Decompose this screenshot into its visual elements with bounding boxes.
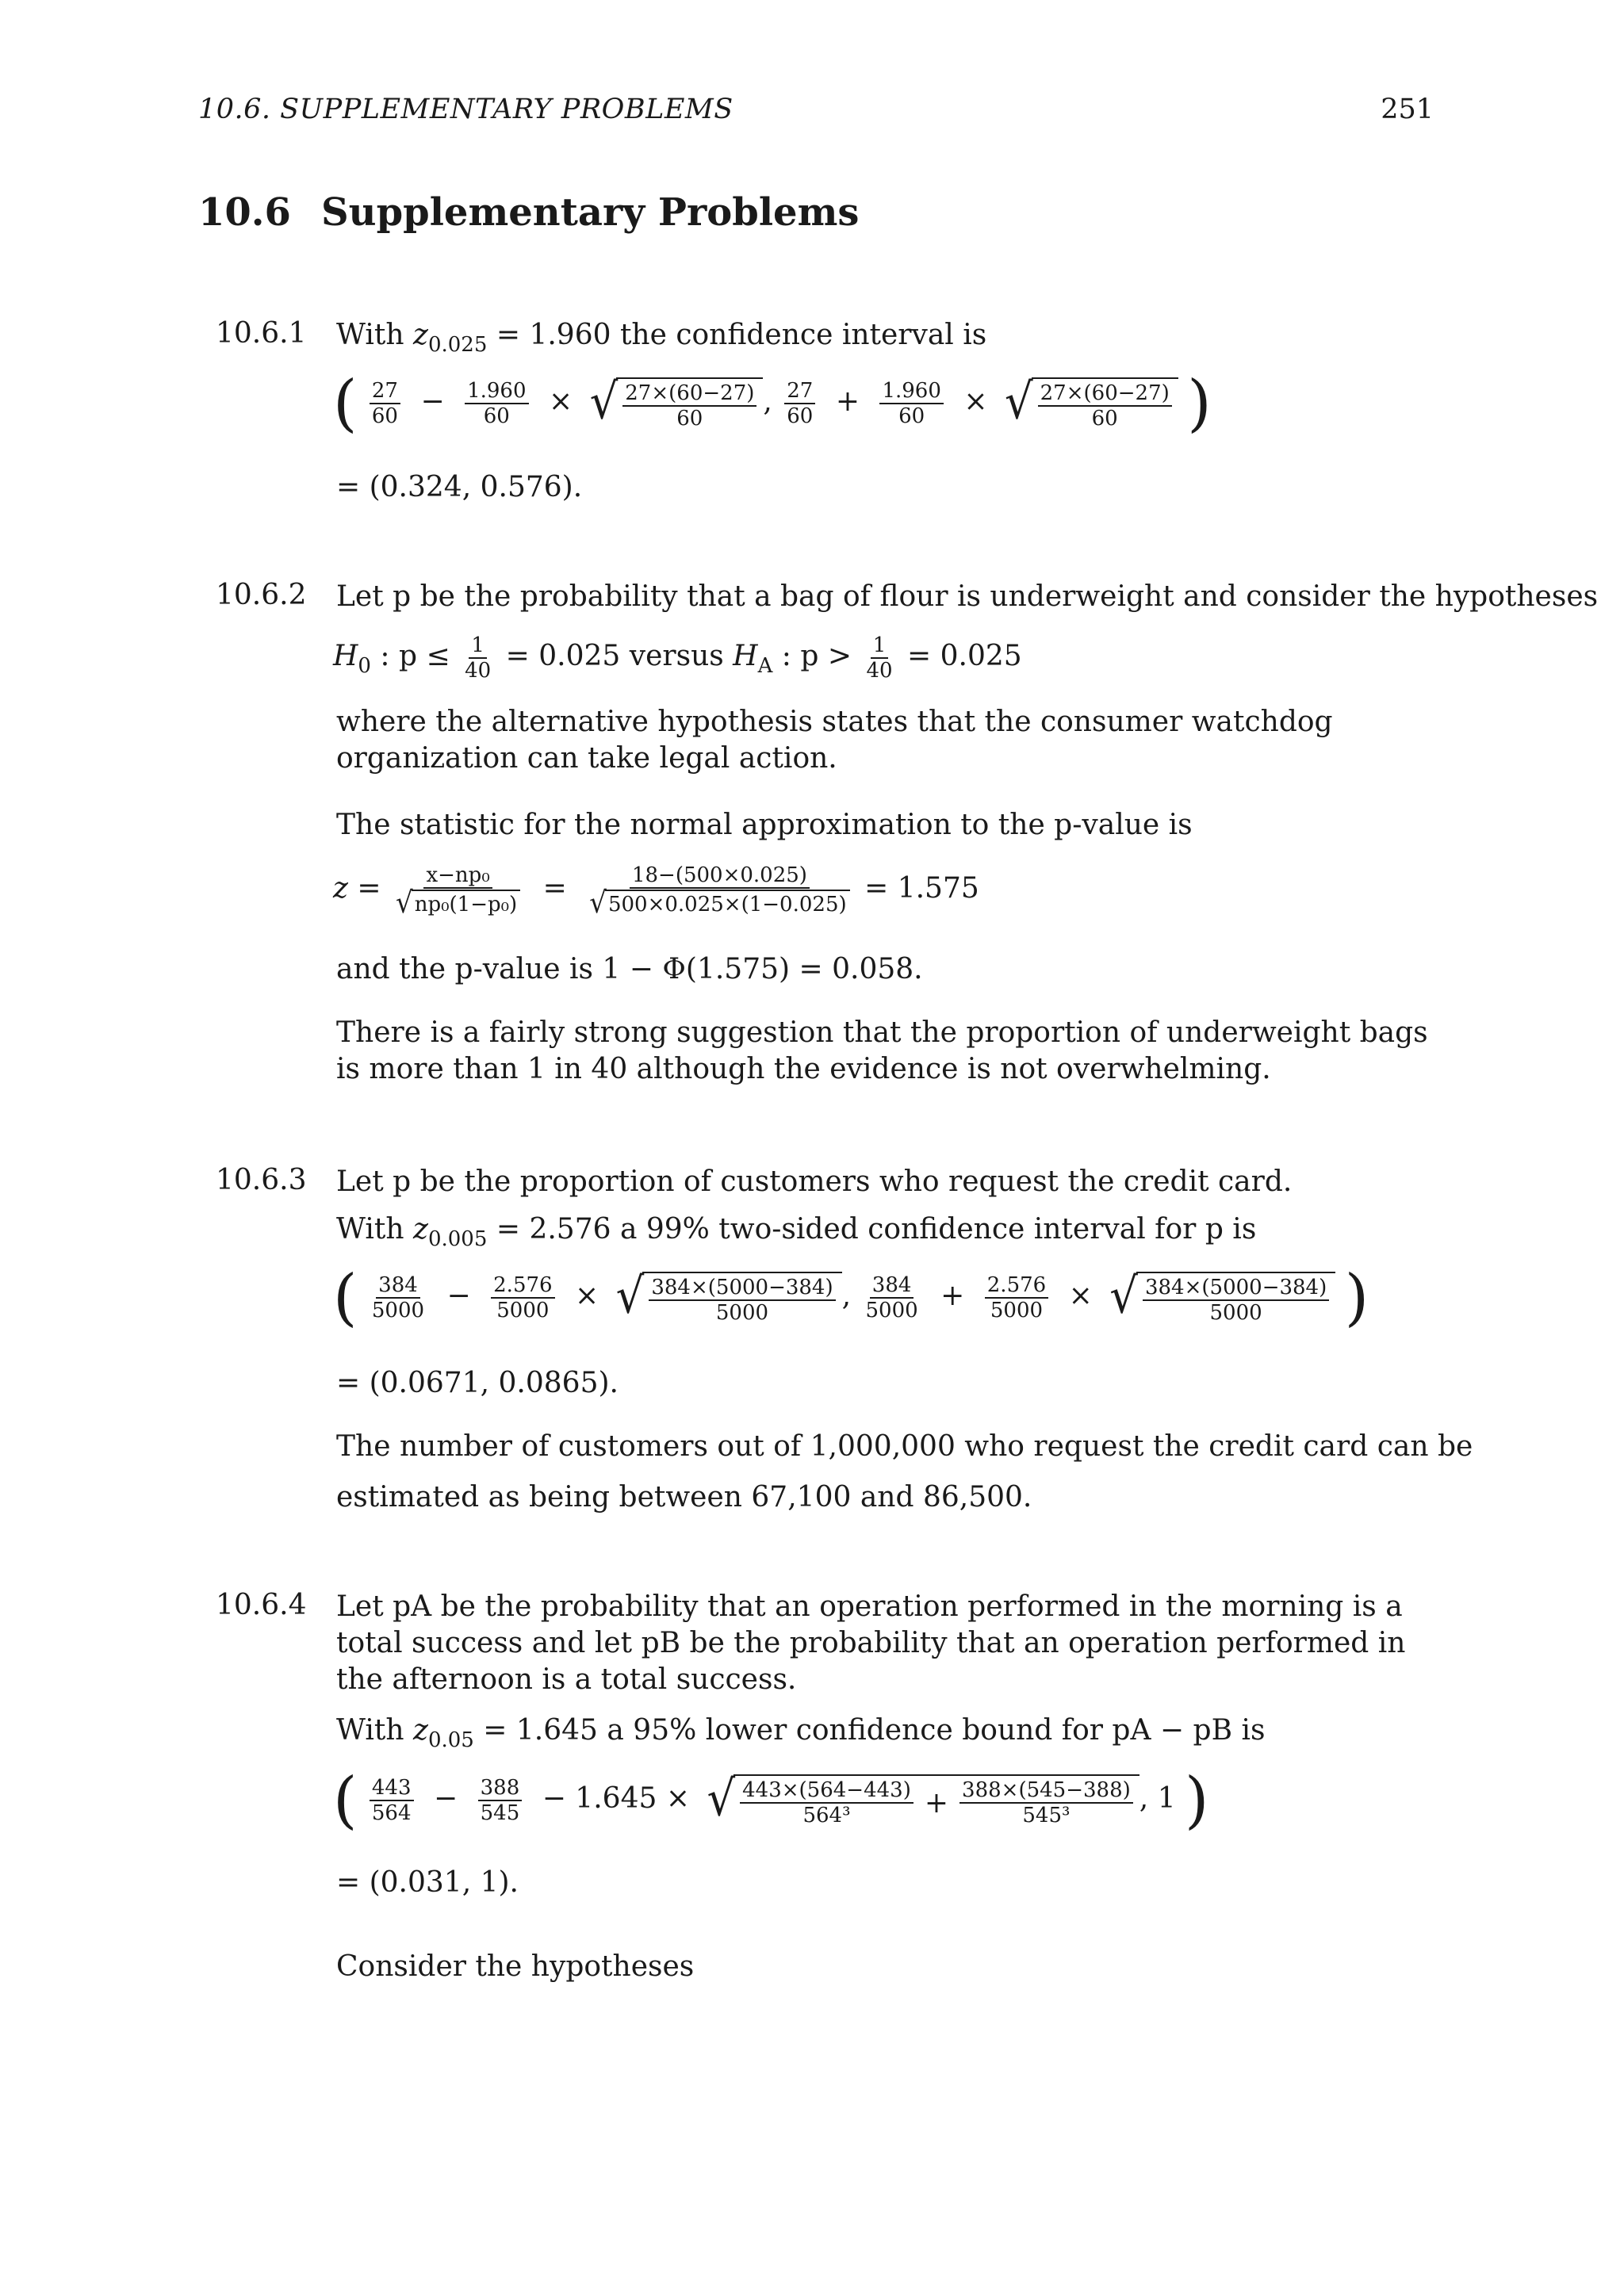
confidence-interval-formula: ( $\frac{27}{60}$ − $\frac{1.960}{60}$ × √ $\frac{27\times(60-27)}{60}$ , $\frac{27}{60}$ + $\frac{1.960}{60}$ × √ $\frac{27\times(60-27)}{60}$ ) <box>333 368 1212 439</box>
test-statistic-formula: z = x−np₀ √ np₀(1−p₀) = 18−(500×0.025) √ 500×0.025×(1−0.025) = 1.575 <box>333 863 979 920</box>
confidence-interval-formula: ( $\frac{384}{5000}$ − $\frac{2.576}{5000}$ × √ $\frac{384\times(5000-384)}{5000}$ , $\frac{384}{5000}$ + $\frac{2.576}{5000}$ × √ $\frac{384\times(5000-384)}{5000}$ ) <box>333 1262 1369 1334</box>
problem-number: 10.6.2 <box>216 579 307 611</box>
problem-number: 10.6.3 <box>216 1164 307 1196</box>
section-title: Supplementary Problems <box>321 190 860 235</box>
paragraph: Consider the hypotheses <box>336 1950 695 1983</box>
paragraph: The number of customers out of 1,000,000 who request the credit card can be <box>336 1430 1473 1463</box>
section-heading <box>198 190 859 235</box>
problem-text: Let p be the probability that a bag of flour is underweight and consider the hypotheses <box>336 580 1599 613</box>
problem-text: Let p be the proportion of customers who request the credit card. <box>336 1165 1293 1198</box>
problem-number: 10.6.1 <box>216 317 307 350</box>
section-number: 10.6 <box>198 190 291 235</box>
paragraph: The statistic for the normal approximation to the p-value is <box>336 809 1193 841</box>
running-header: 10.6. SUPPLEMENTARY PROBLEMS <box>198 94 733 125</box>
problem-text: With $z_{0.005} = 2.576$ a 99% two-sided confidence interval for p is <box>336 1213 1257 1251</box>
p-value-text: and the p-value is 1 − Φ(1.575) = 0.058. <box>336 953 923 985</box>
lower-bound-formula: ( $\frac{443}{564}$ − $\frac{388}{545}$ − 1.645 × √ $\frac{443\times(564-443)}{\text{564³}}$ + $\frac{388\times(545-388)}{\text{545³}}$ , 1 ) <box>333 1765 1209 1836</box>
problem-text: With $z_{0.025} = 1.960$ the confidence interval is <box>336 319 987 357</box>
paragraph: There is a fairly strong suggestion that the proportion of underweight bags is more than 1 in 40 although the evidence is not overwhelming. <box>336 1016 1428 1085</box>
problem-number: 10.6.4 <box>216 1589 307 1621</box>
paragraph: estimated as being between 67,100 and 86,500. <box>336 1481 1032 1513</box>
result-text: = (0.324, 0.576). <box>336 471 583 503</box>
hypotheses-formula: $H_0$ : p ≤ $\frac{1}{40}$ = 0.025 versus $H_A$ : p > $\frac{1}{40}$ = 0.025 <box>333 633 1022 683</box>
problem-text: With $z_{0.05} = 1.645$ a 95% lower confidence bound for pA − pB is <box>336 1714 1266 1752</box>
paragraph: Let pA be the probability that an operation performed in the morning is a total success and let pB be the probability that an operation performed in the afternoon is a total success. <box>336 1590 1406 1696</box>
result-text: = (0.0671, 0.0865). <box>336 1367 619 1399</box>
result-text: = (0.031, 1). <box>336 1866 519 1899</box>
paragraph: where the alternative hypothesis states that the consumer watchdog organization can take legal action. <box>336 706 1333 775</box>
page-number: 251 <box>1381 94 1434 125</box>
